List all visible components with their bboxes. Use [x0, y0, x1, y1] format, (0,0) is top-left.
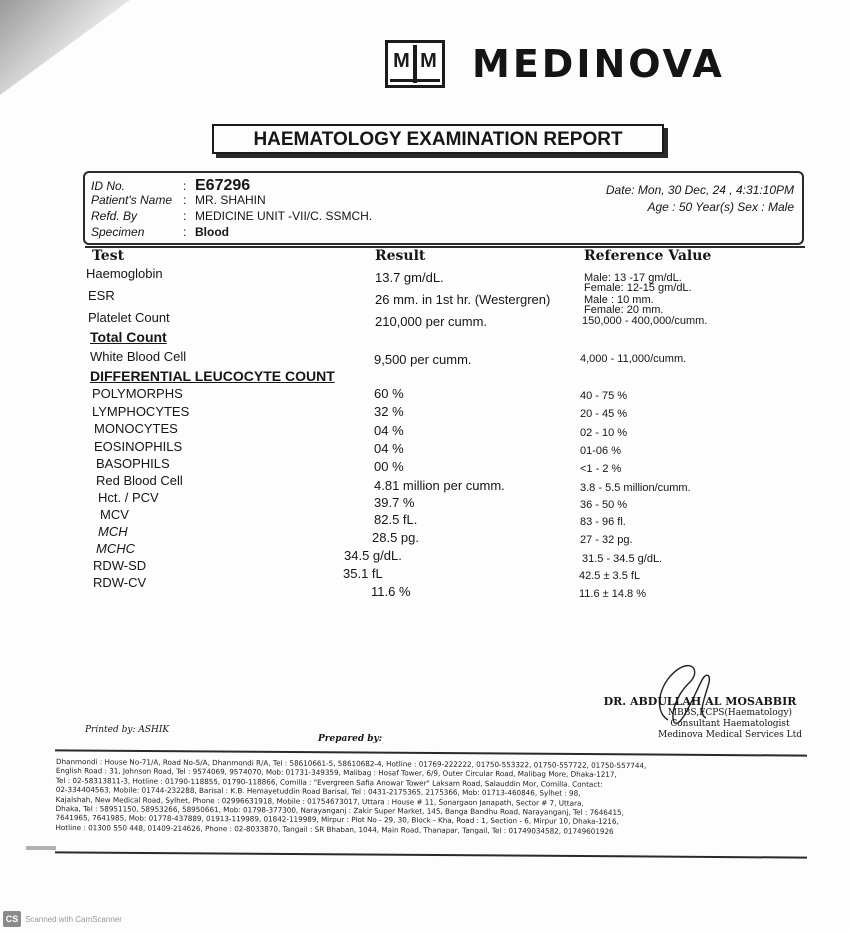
- referred-by-value: MEDICINE UNIT -VII/C. SSMCH.: [195, 209, 373, 223]
- patient-name-value: MR. SHAHIN: [195, 193, 266, 207]
- doctor-title: Consultant Haematologist: [670, 719, 790, 729]
- section-total-count: Total Count: [90, 329, 167, 345]
- printed-by: Printed by: ASHIK: [85, 725, 170, 735]
- specimen-row: Specimen : Blood: [91, 225, 229, 239]
- footer-addresses: Dhanmondi : House No-71/A, Road No-5/A, Dhanmondi R/A, Tel : 58610661-5, 58610682-4, Hotline : 01769-222222, 01750-553322, 01750-557722, 01750-557744, English Road : 31, Johnson Road, Tel : 9574069, 9574070, Mob: 01731-349359, Malibag : Hosaf Tower, 6/9, Outer Circular Road, Malibag More, Dhaka-1217, Tel : 02-58313811-3, Hotline : 01790-118855, 01790-118866, Comilla : "Evergreen Safia Anowar Tower" Laksam Road, Salauddin Mor, Comilla. Contact: 02-334404563, Mobile: 01744-232288, Barisal : K.B. Hemayetuddin Road Barisal, Tel : 0431-2175365, 2175366, Mob: 01713-460846, Sylhet : 98, Kajalshah, New Medical Road, Sylhet, Phone : 02996631918, Mobile : 01754673017, Uttara : House # 11, Sonargaon Janapath, Sector # 7, Uttara, Dhaka, Tel : 58951150, 58953266, 58950661, Mob: 01798-377300, Narayanganj : Zakir Super Market, 145, Banga Bandhu Road, Narayanganj, Tel : 7646415, 7641965, 7641985, Mob: 01778-437889, 01913-119989, 01842-119989, Mirpur : Plot No - 29, 30, Block - Kha, Road : 1, Section - 6, Mirpur 10, Dhaka-1216, Hotline : 01300 550 448, 01409-214626, Phone : 02-8033870, Tangail : SR Bhaban, 1044, Main Road, Thanapar, Tangail, Tel : 01749034582, 01749601926: [55, 757, 647, 836]
- column-header-test: Test: [92, 248, 125, 264]
- column-header-result: Result: [375, 248, 426, 264]
- patient-info-box: [83, 171, 804, 245]
- report-title: HAEMATOLOGY EXAMINATION REPORT: [212, 124, 664, 154]
- page-corner-shadow: [0, 0, 130, 95]
- section-differential-leucocyte-count: DIFFERENTIAL LEUCOCYTE COUNT: [90, 368, 335, 384]
- doctor-organization: Medinova Medical Services Ltd: [658, 730, 802, 740]
- age-sex: Age : 50 Year(s) Sex : Male: [647, 200, 794, 214]
- id-row: ID No. : E67296: [91, 177, 251, 194]
- doctor-block: [598, 695, 802, 741]
- referred-by-row: Refd. By : MEDICINE UNIT -VII/C. SSMCH.: [91, 209, 373, 223]
- medinova-logo: M M: [385, 40, 445, 88]
- report-date: Date: Mon, 30 Dec, 24 , 4:31:10PM: [605, 183, 794, 197]
- doctor-qualification: MBBS,FCPS(Haematology): [667, 708, 793, 718]
- patient-name-row: Patient's Name : MR. SHAHIN: [91, 193, 266, 207]
- specimen-value: Blood: [195, 225, 229, 239]
- camscanner-icon: CS: [3, 911, 21, 927]
- doctor-name: DR. ABDULLAH AL MOSABBIR: [603, 695, 797, 708]
- column-header-reference: Reference Value: [584, 248, 712, 264]
- scan-smudge: [26, 846, 56, 850]
- brand-name: MEDINOVA: [472, 42, 725, 86]
- prepared-by: Prepared by:: [318, 734, 383, 744]
- footer-bottom-rule: [55, 851, 807, 858]
- footer-top-rule: [55, 749, 807, 756]
- camscanner-watermark: Scanned with CamScanner: [25, 915, 122, 924]
- id-value: E67296: [195, 177, 251, 194]
